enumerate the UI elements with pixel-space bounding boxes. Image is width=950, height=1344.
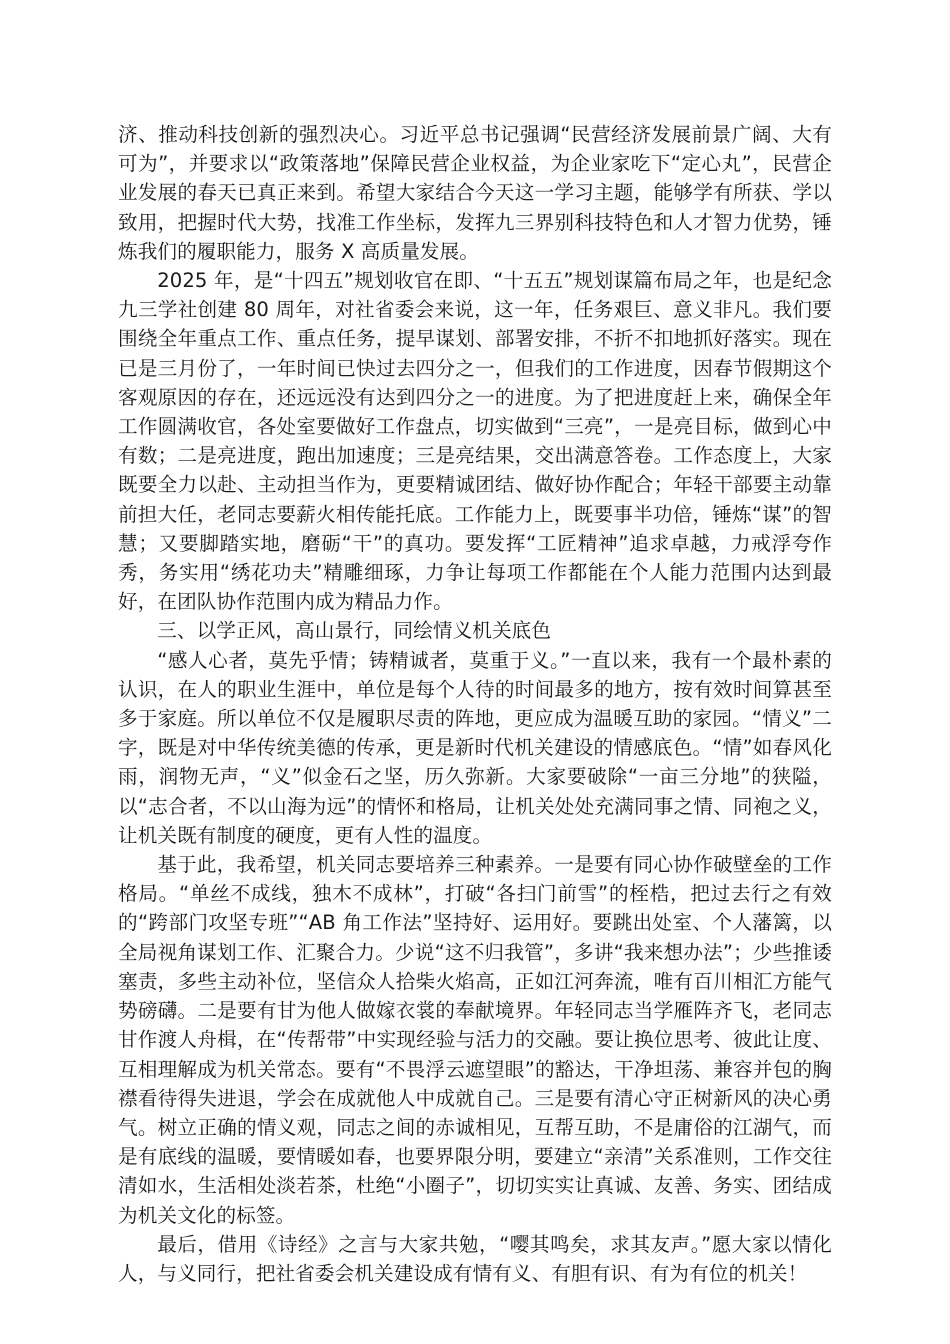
paragraph-continuation: 济、推动科技创新的强烈决心。习近平总书记强调“民营经济发展前景广阔、大有可为”，并要求以“政策落地”保障民营企业权益，为企业家吃下“定心丸”，民营企业发展的春天已真正来到。希望大家结合今天这一学习主题，能够学有所获、学以致用，把握时代大势，找准工作坐标，发挥九三界别科技特色和人才智力优势，锤炼我们的履职能力，服务 X 高质量发展。 xyxy=(118,123,832,263)
section-heading-three: 三、以学正风，高山景行，同绘情义机关底色 xyxy=(157,619,552,643)
paragraph-closing: 最后，借用《诗经》之言与大家共勉，“嘤其鸣矣，求其友声。”愿大家以情化人，与义同行，把社省委会机关建设成有情有义、有胆有识、有为有位的机关！ xyxy=(118,1232,832,1285)
paragraph-three-qualities: 基于此，我希望，机关同志要培养三种素养。一是要有同心协作破壁垒的工作格局。“单丝不成线，独木不成林”，打破“各扫门前雪”的桎梏，把过去行之有效的“跨部门攻坚专班”“AB 角工作法”坚持好、运用好。要跳出处室、个人藩篱，以全局视角谋划工作、汇聚合力。少说“这不归我管”，多讲“我来想办法”；少些推诿塞责，多些主动补位，坚信众人拾柴火焰高，正如江河奔流，唯有百川相汇方能气势磅礴。二是要有甘为他人做嫁衣裳的奉献境界。年轻同志当学雁阵齐飞，老同志甘作渡人舟楫，在“传帮带”中实现经验与活力的交融。要让换位思考、彼此让度、互相理解成为机关常态。要有“不畏浮云遮望眼”的豁达，干净坦荡、兼容并包的胸襟看待得失进退，学会在成就他人中成就自己。三是要有清心守正树新风的决心勇气。树立正确的情义观，同志之间的赤诚相见，互帮互助，不是庸俗的江湖气，而是有底线的温暖，要情暖如春，也要界限分明，要建立“亲清”关系准则，工作交往清如水，生活相处淡若茶，杜绝“小圈子”，切切实实让真诚、友善、务实、团结成为机关文化的标签。 xyxy=(118,853,832,1227)
paragraph-qingyi: “感人心者，莫先乎情；铸精诚者，莫重于义。”一直以来，我有一个最朴素的认识，在人的职业生涯中，单位是每个人待的时间最多的地方，按有效时间算甚至多于家庭。所以单位不仅是履职尽责的阵地，更应成为温暖互助的家园。“情义”二字，既是对中华传统美德的传承，更是新时代机关建设的情感底色。“情”如春风化雨，润物无声，“义”似金石之坚，历久弥新。大家要破除“一亩三分地”的狭隘，以“志合者，不以山海为远”的情怀和格局，让机关处处充满同事之情、同袍之义，让机关既有制度的硬度，更有人性的温度。 xyxy=(118,648,832,847)
paragraph-2025-work-plan: 2025 年，是“十四五”规划收官在即、“十五五”规划谋篇布局之年，也是纪念九三学社创建 80 周年，对社省委会来说，这一年，任务艰巨、意义非凡。我们要围绕全年重点工作、重点任务，提早谋划、部署安排，不折不扣地抓好落实。现在已是三月份了，一年时间已快过去四分之一，但我们的工作进度，因春节假期这个客观原因的存在，还远远没有达到四分之一的进度。为了把进度赶上来，确保全年工作圆满收官，各处室要做好工作盘点，切实做到“三亮”，一是亮目标，做到心中有数；二是亮进度，跑出加速度；三是亮结果，交出满意答卷。工作态度上，大家既要全力以赴、主动担当作为，更要精诚团结、做好协作配合；年轻干部要主动靠前担大任，老同志要薪火相传能托底。工作能力上，既要事半功倍，锤炼“谋”的智慧；又要脚踏实地，磨砺“干”的真功。要发挥“工匠精神”追求卓越，力戒浮夸作秀，务实用“绣花功夫”精雕细琢，力争让每项工作都能在个人能力范围内达到最好，在团队协作范围内成为精品力作。 xyxy=(118,269,832,614)
document-body xyxy=(118,120,832,1288)
